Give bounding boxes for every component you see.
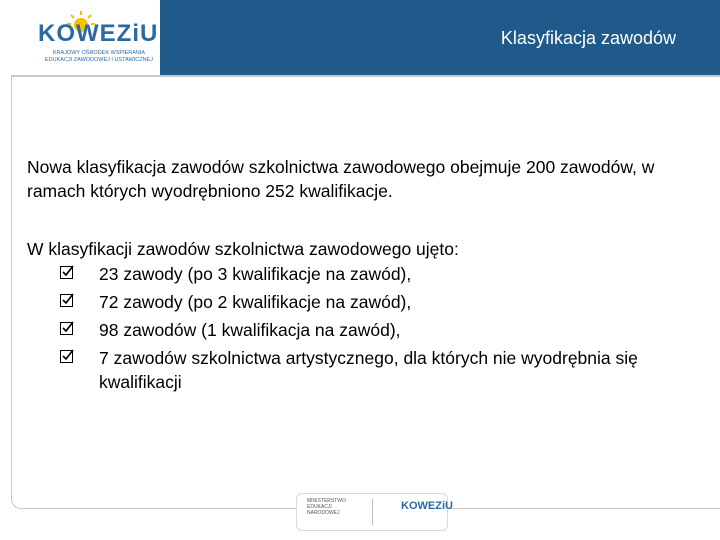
- logo-subtitle: KRAJOWY OŚRODEK WSPIERANIA EDUKACJI ZAWODOWEJ I USTAWICZNEJ: [45, 50, 153, 63]
- list-intro: W klasyfikacji zawodów szkolnictwa zawodowego ujęto:: [27, 239, 459, 259]
- header-band: [160, 0, 720, 75]
- footer-divider: [372, 499, 373, 525]
- panel-divider: [11, 75, 720, 77]
- list-item: [60, 318, 700, 342]
- checkbox-checked-icon: [60, 294, 73, 307]
- header-title: Klasyfikacja zawodów: [500, 28, 676, 48]
- list-item-text: 23 zawody (po 3 kwalifikacje na zawód),: [99, 264, 412, 284]
- footer-koweziu-logo: KOWEZiU: [401, 500, 453, 512]
- list-item: [60, 262, 700, 286]
- logo-wordmark: KOWEZiU: [38, 20, 159, 47]
- checkbox-checked-icon: [60, 322, 73, 335]
- list-item-text: 72 zawody (po 2 kwalifikacje na zawód),: [99, 292, 412, 312]
- checklist: [60, 262, 700, 398]
- list-item-text: 98 zawodów (1 kwalifikacja na zawód),: [99, 320, 401, 340]
- intro-paragraph: Nowa klasyfikacja zawodów szkolnictwa zawodowego obejmuje 200 zawodów, w ramach których wyodrębniono 252 kwalifikacje.: [27, 157, 655, 201]
- list-item: [60, 346, 700, 394]
- ministry-logo: MINISTERSTWO EDUKACJI NARODOWEJ: [307, 498, 346, 516]
- checkbox-checked-icon: [60, 266, 73, 279]
- list-item-text: 7 zawodów szkolnictwa artystycznego, dla których nie wyodrębnia się kwalifikacji: [99, 348, 638, 392]
- footer-logos: [296, 493, 453, 531]
- list-item: [60, 290, 700, 314]
- koweziu-logo: [38, 10, 158, 70]
- checkbox-checked-icon: [60, 350, 73, 363]
